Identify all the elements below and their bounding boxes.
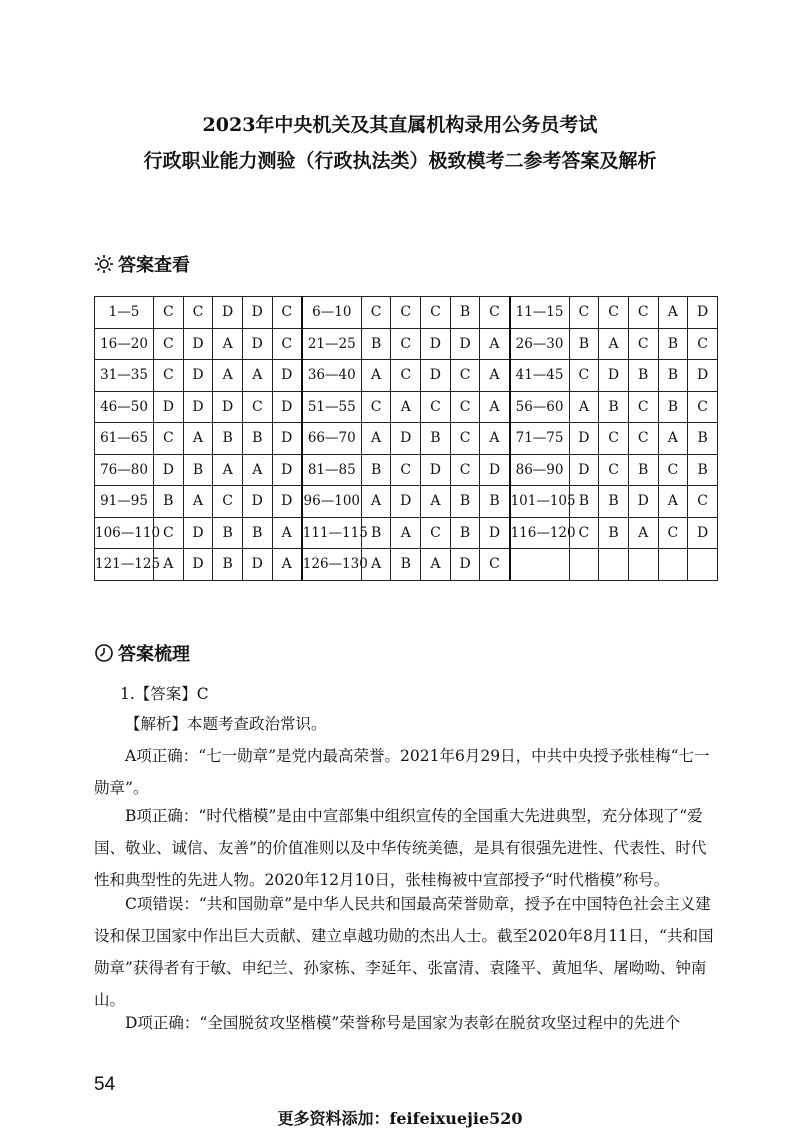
- answer-cell: C: [569, 517, 599, 549]
- answer-cell: A: [242, 454, 272, 486]
- answer-cell: C: [599, 297, 629, 329]
- answer-cell: B: [569, 486, 599, 518]
- answer-cell: A: [480, 360, 510, 392]
- q1-option-b: B项正确：“时代楷模”是由中宣部集中组织宣传的全国重大先进典型，充分体现了“爱国、敬业、诚信、友善”的价值准则以及中华传统美德，是具有很强先进性、代表性、时代性和典型性的先进人物。2020年12月10日，张桂梅被中宣部授予“时代楷模”称号。: [94, 807, 707, 889]
- answer-cell: C: [154, 517, 184, 549]
- answer-cell: D: [569, 454, 599, 486]
- answer-cell: B: [599, 517, 629, 549]
- answer-cell: A: [361, 486, 391, 518]
- question-range-cell: 16—20: [95, 328, 154, 360]
- table-row: [95, 454, 718, 486]
- answer-cell: C: [480, 297, 510, 329]
- title-line-1: 2023年中央机关及其直属机构录用公务员考试: [202, 114, 598, 136]
- answer-cell: B: [183, 454, 213, 486]
- answer-cell: D: [272, 360, 302, 392]
- answer-cell: C: [272, 328, 302, 360]
- section-explanations-label: 答案梳理: [118, 644, 190, 665]
- answer-cell: [688, 549, 718, 581]
- answer-cell: A: [183, 423, 213, 455]
- table-row: [95, 328, 718, 360]
- question-range-cell: 1—5: [95, 297, 154, 329]
- answer-cell: A: [154, 549, 184, 581]
- answer-cell: C: [628, 391, 658, 423]
- question-range-cell: 56—60: [510, 391, 570, 423]
- answer-cell: B: [242, 423, 272, 455]
- answer-cell: B: [213, 517, 243, 549]
- answer-cell: B: [658, 328, 688, 360]
- answer-cell: A: [361, 360, 391, 392]
- table-row: [95, 391, 718, 423]
- answer-cell: D: [183, 328, 213, 360]
- question-range-cell: 76—80: [95, 454, 154, 486]
- answer-cell: A: [658, 297, 688, 329]
- answer-cell: C: [361, 297, 391, 329]
- answer-cell: A: [272, 549, 302, 581]
- answer-cell: B: [628, 454, 658, 486]
- answer-cell: B: [213, 423, 243, 455]
- answer-cell: C: [480, 549, 510, 581]
- q1-option-d: D项正确：“全国脱贫攻坚楷模”荣誉称号是国家为表彰在脱贫攻坚过程中的先进个: [125, 1014, 681, 1032]
- question-range-cell: 121—125: [95, 549, 154, 581]
- answer-cell: D: [272, 486, 302, 518]
- answer-cell: A: [480, 391, 510, 423]
- answer-cell: B: [450, 517, 480, 549]
- answer-cell: B: [480, 486, 510, 518]
- answer-cell: D: [391, 423, 421, 455]
- answer-cell: A: [599, 328, 629, 360]
- answer-cell: A: [361, 549, 391, 581]
- answer-cell: D: [569, 423, 599, 455]
- title-line-2: 行政职业能力测验（行政执法类）极致模考二参考答案及解析: [143, 150, 657, 172]
- question-range-cell: 91—95: [95, 486, 154, 518]
- table-row: [95, 486, 718, 518]
- answer-cell: D: [480, 517, 510, 549]
- q1-analysis: 【解析】本题考查政治常识。: [125, 715, 327, 733]
- answer-cell: C: [154, 360, 184, 392]
- question-range-cell: 101—105: [510, 486, 570, 518]
- answer-cell: A: [272, 517, 302, 549]
- answer-cell: D: [421, 360, 451, 392]
- question-range-cell: 71—75: [510, 423, 570, 455]
- question-range-cell: 36—40: [302, 360, 362, 392]
- answer-cell: A: [213, 454, 243, 486]
- question-range-cell: 106—110: [95, 517, 154, 549]
- answer-cell: D: [183, 517, 213, 549]
- sun-icon: [94, 254, 114, 274]
- answer-cell: D: [242, 297, 272, 329]
- answer-cell: C: [688, 486, 718, 518]
- question-range-cell: 26—30: [510, 328, 570, 360]
- answer-cell: A: [213, 328, 243, 360]
- question-range-cell: 126—130: [302, 549, 362, 581]
- answer-cell: A: [421, 486, 451, 518]
- answer-cell: B: [361, 328, 391, 360]
- question-range-cell: 81—85: [302, 454, 362, 486]
- question-range-cell: 46—50: [95, 391, 154, 423]
- answer-cell: A: [391, 391, 421, 423]
- answer-cell: B: [569, 328, 599, 360]
- answer-cell: C: [183, 297, 213, 329]
- clock-icon: [94, 643, 114, 663]
- answer-cell: A: [658, 423, 688, 455]
- question-range-cell: 21—25: [302, 328, 362, 360]
- answer-cell: C: [628, 423, 658, 455]
- answer-cell: C: [569, 360, 599, 392]
- answer-cell: A: [421, 549, 451, 581]
- table-row: [95, 297, 718, 329]
- answer-cell: [628, 549, 658, 581]
- answer-cell: [569, 549, 599, 581]
- answer-cell: B: [628, 360, 658, 392]
- table-row: [95, 360, 718, 392]
- answer-cell: C: [391, 297, 421, 329]
- table-row: [95, 549, 718, 581]
- q1-option-c: C项错误：“共和国勋章”是中华人民共和国最高荣誉勋章，授予在中国特色社会主义建设和保卫国家中作出巨大贡献、建立卓越功勋的杰出人士。截至2020年8月11日，“共和国勋章”获得者有于敏、申纪兰、孙家栋、李延年、张富清、袁隆平、黄旭华、屠呦呦、钟南山。: [94, 895, 714, 1009]
- answer-cell: B: [599, 391, 629, 423]
- question-range-cell: 11—15: [510, 297, 570, 329]
- answer-cell: D: [480, 454, 510, 486]
- answer-cell: C: [450, 423, 480, 455]
- answer-cell: C: [688, 391, 718, 423]
- answer-cell: C: [658, 517, 688, 549]
- answer-cell: C: [599, 423, 629, 455]
- answer-cell: A: [242, 360, 272, 392]
- answer-cell: [658, 549, 688, 581]
- answer-cell: B: [421, 423, 451, 455]
- answer-cell: C: [628, 328, 658, 360]
- answer-cell: D: [272, 454, 302, 486]
- answer-table: [94, 296, 718, 581]
- answer-cell: B: [688, 423, 718, 455]
- answer-cell: D: [272, 391, 302, 423]
- answer-cell: C: [242, 391, 272, 423]
- answer-cell: D: [183, 549, 213, 581]
- footer-note: 更多资料添加：feifeixuejie520: [277, 1109, 523, 1128]
- question-range-cell: 66—70: [302, 423, 362, 455]
- q1-option-a: A项正确：“七一勋章”是党内最高荣誉。2021年6月29日，中共中央授予张桂梅“七一勋章”。: [94, 747, 710, 797]
- answer-cell: D: [450, 549, 480, 581]
- answer-cell: A: [361, 423, 391, 455]
- answer-cell: C: [154, 328, 184, 360]
- answer-cell: A: [658, 486, 688, 518]
- question-range-cell: 111—115: [302, 517, 362, 549]
- answer-cell: B: [658, 360, 688, 392]
- answer-cell: A: [480, 328, 510, 360]
- answer-cell: D: [688, 297, 718, 329]
- answer-cell: C: [450, 360, 480, 392]
- section-explanations-heading: [94, 640, 190, 666]
- answer-cell: D: [628, 486, 658, 518]
- answer-cell: D: [599, 360, 629, 392]
- answer-cell: C: [154, 423, 184, 455]
- answer-cell: B: [450, 486, 480, 518]
- answer-cell: A: [213, 360, 243, 392]
- question-range-cell: 6—10: [302, 297, 362, 329]
- answer-cell: D: [242, 549, 272, 581]
- answer-cell: D: [688, 517, 718, 549]
- answer-cell: C: [658, 454, 688, 486]
- answer-cell: C: [391, 454, 421, 486]
- table-row: [95, 517, 718, 549]
- answer-cell: B: [213, 549, 243, 581]
- answer-cell: A: [628, 517, 658, 549]
- answer-cell: A: [569, 391, 599, 423]
- answer-cell: C: [450, 454, 480, 486]
- question-range-cell: [510, 549, 570, 581]
- answer-cell: D: [391, 486, 421, 518]
- answer-cell: B: [450, 297, 480, 329]
- answer-cell: C: [213, 486, 243, 518]
- answer-cell: D: [154, 391, 184, 423]
- answer-cell: D: [450, 328, 480, 360]
- page-number: 54: [94, 1074, 116, 1095]
- answer-cell: B: [599, 486, 629, 518]
- answer-cell: A: [183, 486, 213, 518]
- answer-cell: B: [658, 391, 688, 423]
- answer-cell: D: [242, 328, 272, 360]
- answer-cell: C: [391, 360, 421, 392]
- answer-cell: B: [391, 549, 421, 581]
- answer-cell: C: [599, 454, 629, 486]
- answer-cell: C: [688, 328, 718, 360]
- question-range-cell: 41—45: [510, 360, 570, 392]
- answer-cell: B: [154, 486, 184, 518]
- answer-cell: D: [183, 360, 213, 392]
- answer-cell: D: [272, 423, 302, 455]
- answer-cell: C: [154, 297, 184, 329]
- section-answers-label: 答案查看: [118, 255, 190, 276]
- answer-cell: D: [421, 328, 451, 360]
- section-answers-heading: [94, 251, 190, 277]
- answer-cell: C: [421, 391, 451, 423]
- answer-cell: A: [391, 517, 421, 549]
- question-range-cell: 31—35: [95, 360, 154, 392]
- answer-cell: C: [421, 517, 451, 549]
- question-range-cell: 61—65: [95, 423, 154, 455]
- question-range-cell: 86—90: [510, 454, 570, 486]
- answer-cell: D: [154, 454, 184, 486]
- answer-cell: D: [213, 391, 243, 423]
- answer-cell: C: [391, 328, 421, 360]
- answer-cell: B: [242, 517, 272, 549]
- answer-cell: [599, 549, 629, 581]
- answer-cell: C: [450, 391, 480, 423]
- answer-cell: D: [242, 486, 272, 518]
- table-row: [95, 423, 718, 455]
- question-range-cell: 96—100: [302, 486, 362, 518]
- question-range-cell: 116—120: [510, 517, 570, 549]
- answer-cell: D: [213, 297, 243, 329]
- answer-cell: B: [688, 454, 718, 486]
- answer-cell: C: [421, 297, 451, 329]
- answer-cell: C: [361, 391, 391, 423]
- question-range-cell: 51—55: [302, 391, 362, 423]
- answer-cell: C: [628, 297, 658, 329]
- answer-cell: D: [688, 360, 718, 392]
- answer-cell: B: [361, 454, 391, 486]
- answer-cell: D: [183, 391, 213, 423]
- q1-answer: 1.【答案】C: [120, 685, 209, 703]
- answer-cell: D: [421, 454, 451, 486]
- answer-cell: A: [480, 423, 510, 455]
- answer-cell: B: [361, 517, 391, 549]
- answer-cell: C: [272, 297, 302, 329]
- answer-cell: C: [569, 297, 599, 329]
